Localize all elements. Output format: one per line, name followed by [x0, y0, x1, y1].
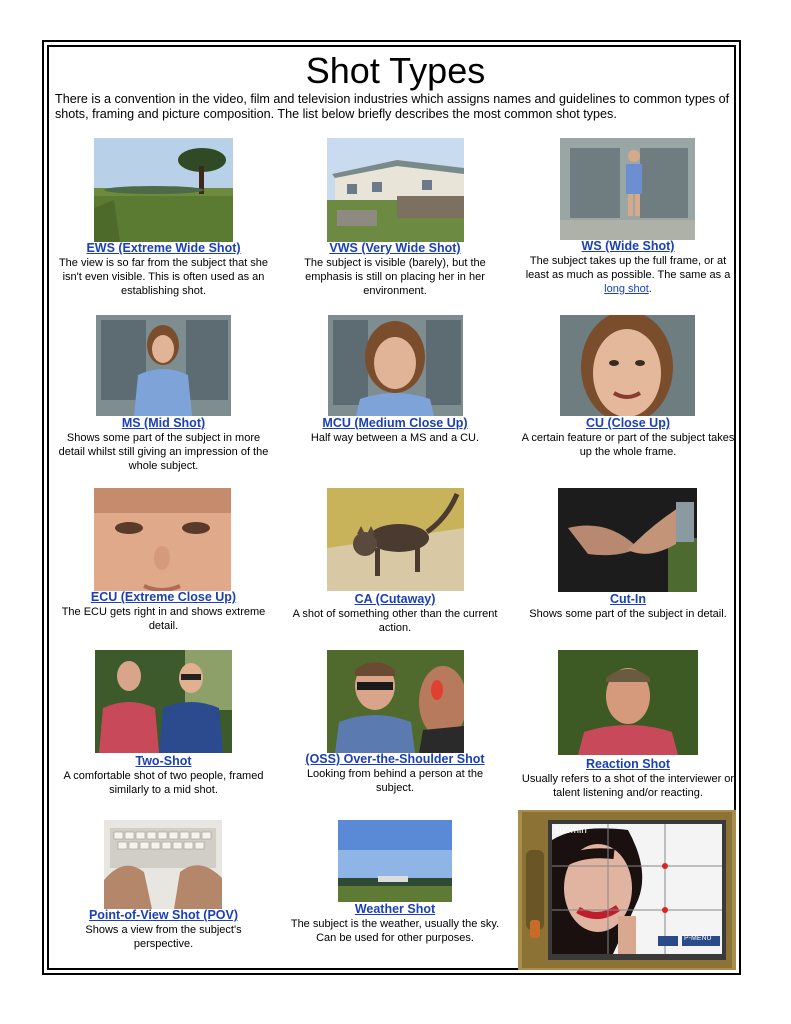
- cutin-thumbnail: [558, 488, 697, 592]
- weather-thumbnail: [338, 820, 452, 902]
- shot-desc-ecu: The ECU gets right in and shows extreme detail.: [61, 606, 266, 632]
- ms-thumbnail: [96, 315, 231, 416]
- oss-thumbnail: [327, 650, 464, 753]
- intro-paragraph: There is a convention in the video, film and television industries which assigns names and guidelines to common types of shots, framing and picture composition. The list below briefly describes the most common shot types.: [55, 92, 730, 121]
- ws-thumbnail: [560, 138, 695, 240]
- shot-link-ca[interactable]: CA (Cutaway): [354, 592, 436, 606]
- shot-desc-oss: Looking from behind a person at the subject.: [306, 768, 484, 794]
- shot-desc-reaction: Usually refers to a shot of the interviewer or talent listening and/or reacting.: [521, 773, 735, 799]
- shot-desc-cutin: Shows some part of the subject in detail.: [529, 608, 727, 620]
- mcu-thumbnail: [328, 315, 463, 416]
- camera-readout: 105min: [554, 825, 587, 836]
- shot-link-weather[interactable]: Weather Shot: [354, 902, 436, 916]
- shot-link-ws[interactable]: WS (Wide Shot): [581, 239, 675, 253]
- shot-desc-pov: Shows a view from the subject's perspective.: [85, 924, 242, 950]
- shot-link-twoshot[interactable]: Two-Shot: [135, 754, 192, 768]
- page-title: Shot Types: [305, 50, 486, 91]
- shot-link-ecu[interactable]: ECU (Extreme Close Up): [90, 590, 237, 604]
- camera-menu-label: P-MENU: [684, 935, 712, 942]
- shot-link-cutin[interactable]: Cut-In: [609, 592, 647, 606]
- ecu-thumbnail: [94, 488, 231, 591]
- shot-link-vws[interactable]: VWS (Very Wide Shot): [329, 241, 461, 255]
- shot-desc-ews: The view is so far from the subject that she isn't even visible. This is often used as an establishing shot.: [58, 257, 269, 297]
- shot-desc-ws: The subject takes up the full frame, or at least as much as possible. The same as a long shot.: [525, 255, 731, 295]
- shot-desc-ms: Shows some part of the subject in more detail whilst still giving an impression of the whole subject.: [58, 432, 269, 472]
- shot-link-ms[interactable]: MS (Mid Shot): [121, 416, 206, 430]
- ca-thumbnail: [327, 488, 464, 591]
- shot-link-oss[interactable]: (OSS) Over-the-Shoulder Shot: [305, 752, 485, 766]
- reaction-thumbnail: [558, 650, 698, 755]
- shot-link-cu[interactable]: CU (Close Up): [585, 416, 671, 430]
- twoshot-thumbnail: [95, 650, 232, 753]
- shot-desc-twoshot: A comfortable shot of two people, framed similarly to a mid shot.: [63, 770, 264, 796]
- shot-link-pov[interactable]: Point-of-View Shot (POV): [88, 908, 239, 922]
- shot-link-reaction[interactable]: Reaction Shot: [585, 757, 671, 771]
- vws-thumbnail: [327, 138, 464, 242]
- long-shot-link[interactable]: long shot: [604, 283, 649, 295]
- shot-link-mcu[interactable]: MCU (Medium Close Up): [322, 416, 468, 430]
- shot-desc-vws: The subject is visible (barely), but the emphasis is still on placing her in her environment.: [304, 257, 486, 297]
- pov-thumbnail: [104, 820, 222, 909]
- camera-viewfinder-image: [518, 810, 736, 970]
- shot-desc-cu: A certain feature or part of the subject takes up the whole frame.: [521, 432, 735, 458]
- shot-desc-weather: The subject is the weather, usually the sky. Can be used for other purposes.: [290, 918, 500, 944]
- shot-link-ews[interactable]: EWS (Extreme Wide Shot): [86, 241, 241, 255]
- cu-thumbnail: [560, 315, 695, 416]
- ews-thumbnail: [94, 138, 233, 242]
- shot-desc-ca: A shot of something other than the current action.: [292, 608, 498, 634]
- shot-desc-mcu: Half way between a MS and a CU.: [310, 432, 480, 444]
